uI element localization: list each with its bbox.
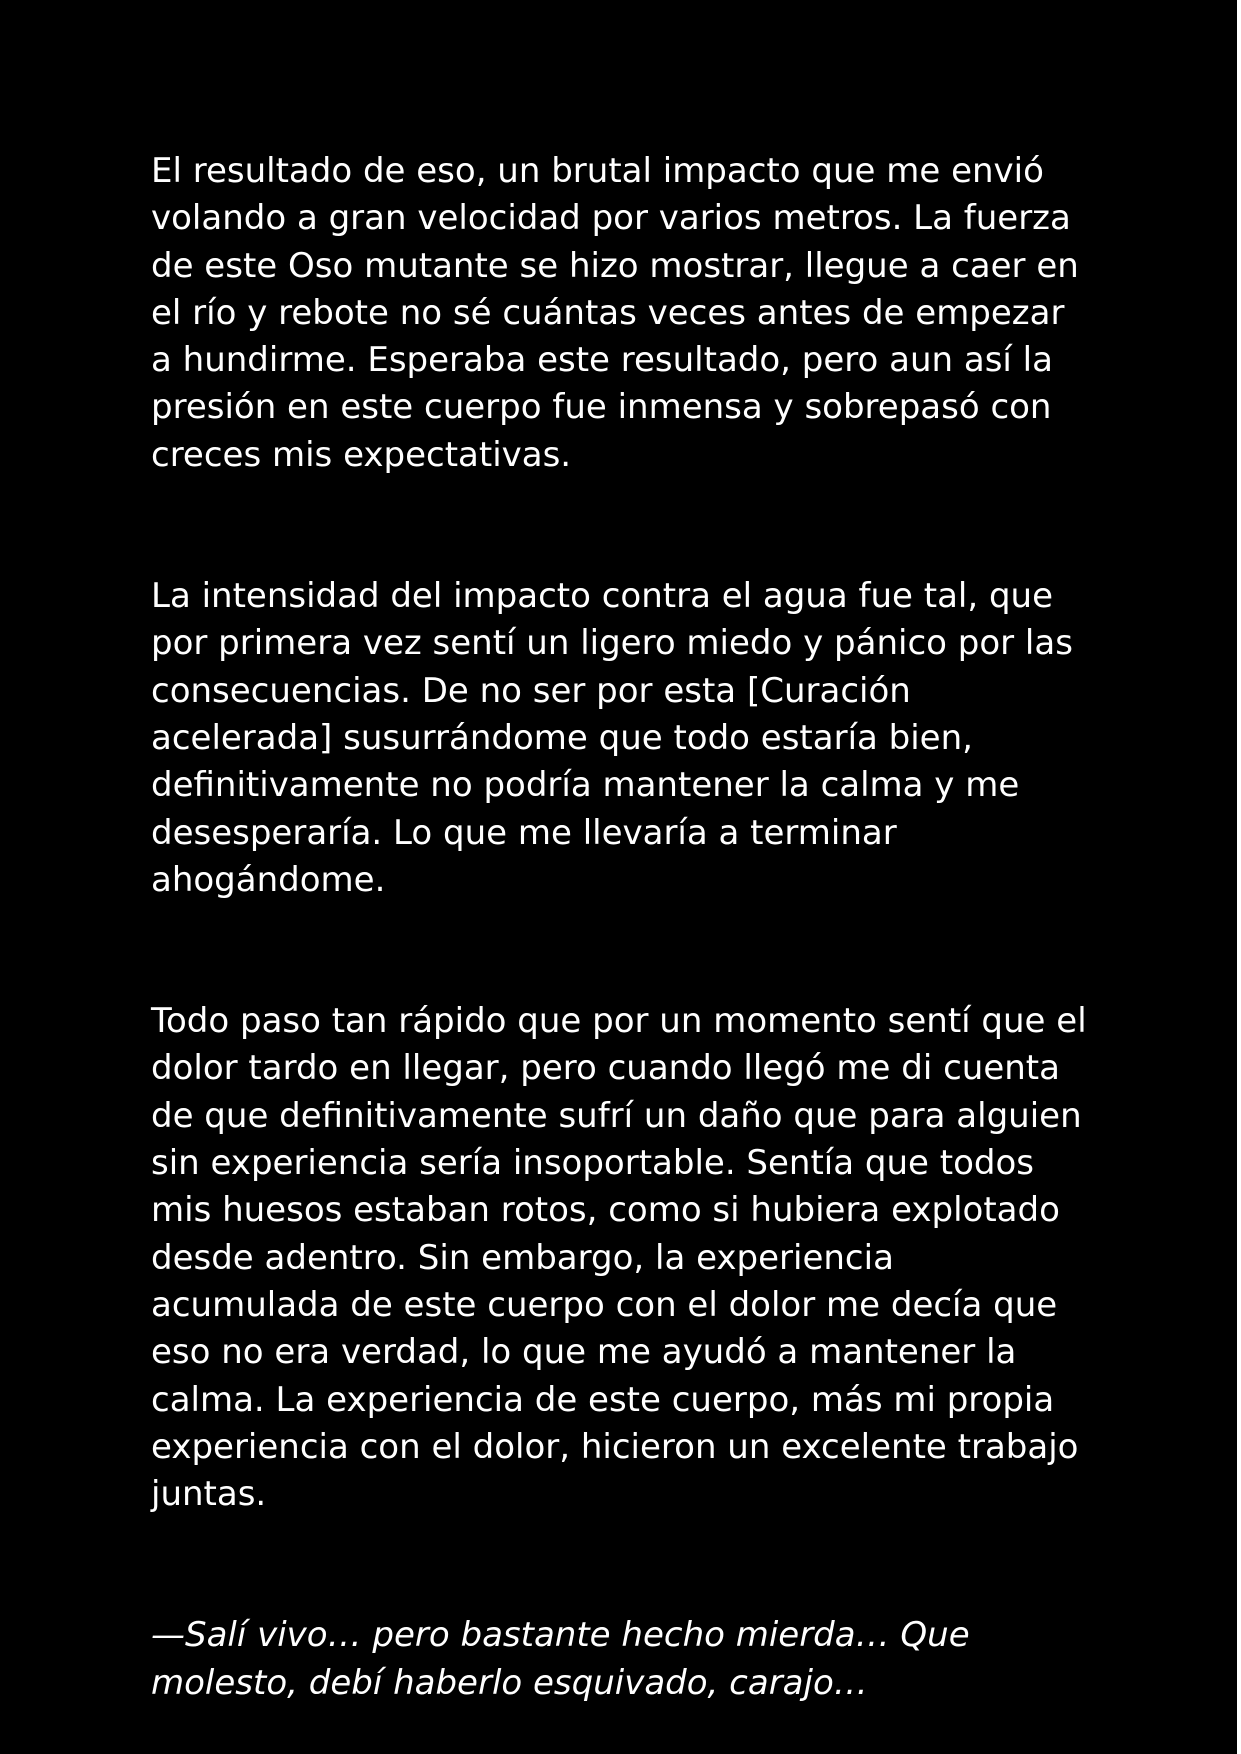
paragraph-1: El resultado de eso, un brutal impacto que me envió volando a gran velocidad por varios metros. La fuerza de este Oso mutante se hizo mostrar, llegue a caer en el río y rebote no sé cuántas veces antes de empezar a hundirme. Esperaba este resultado, pero aun así la presión en este cuerpo fue inmensa y sobrepasó con creces mis expectativas.	[151, 151, 1079, 475]
paragraph-2: La intensidad del impacto contra el agua fue tal, que por primera vez sentí un ligero miedo y pánico por las consecuencias. De no ser por esta [Curación acelerada] susurrándome que todo estaría bien, definitivamente no podría mantener la calma y me desesperaría. Lo que me llevaría a terminar ahogándome.	[151, 576, 1073, 900]
paragraph-3: Todo paso tan rápido que por un momento sentí que el dolor tardo en llegar, pero cuando llegó me di cuenta de que definitivamente sufrí un daño que para alguien sin experiencia sería insoportable. Sentía que todos mis huesos estaban rotos, como si hubiera explotado desde adentro. Sin embargo, la experiencia acumulada de este cuerpo con el dolor me decía que eso no era verdad, lo que me ayudó a mantener la calma. La experiencia de este cuerpo, más mi propia experiencia con el dolor, hicieron un excelente trabajo juntas.	[151, 1001, 1087, 1515]
dialogue-line: —Salí vivo… pero bastante hecho mierda… Que molesto, debí haberlo esquivado, carajo…	[151, 1615, 970, 1703]
text-body	[151, 148, 1091, 1707]
page-edge	[1237, 0, 1241, 1754]
